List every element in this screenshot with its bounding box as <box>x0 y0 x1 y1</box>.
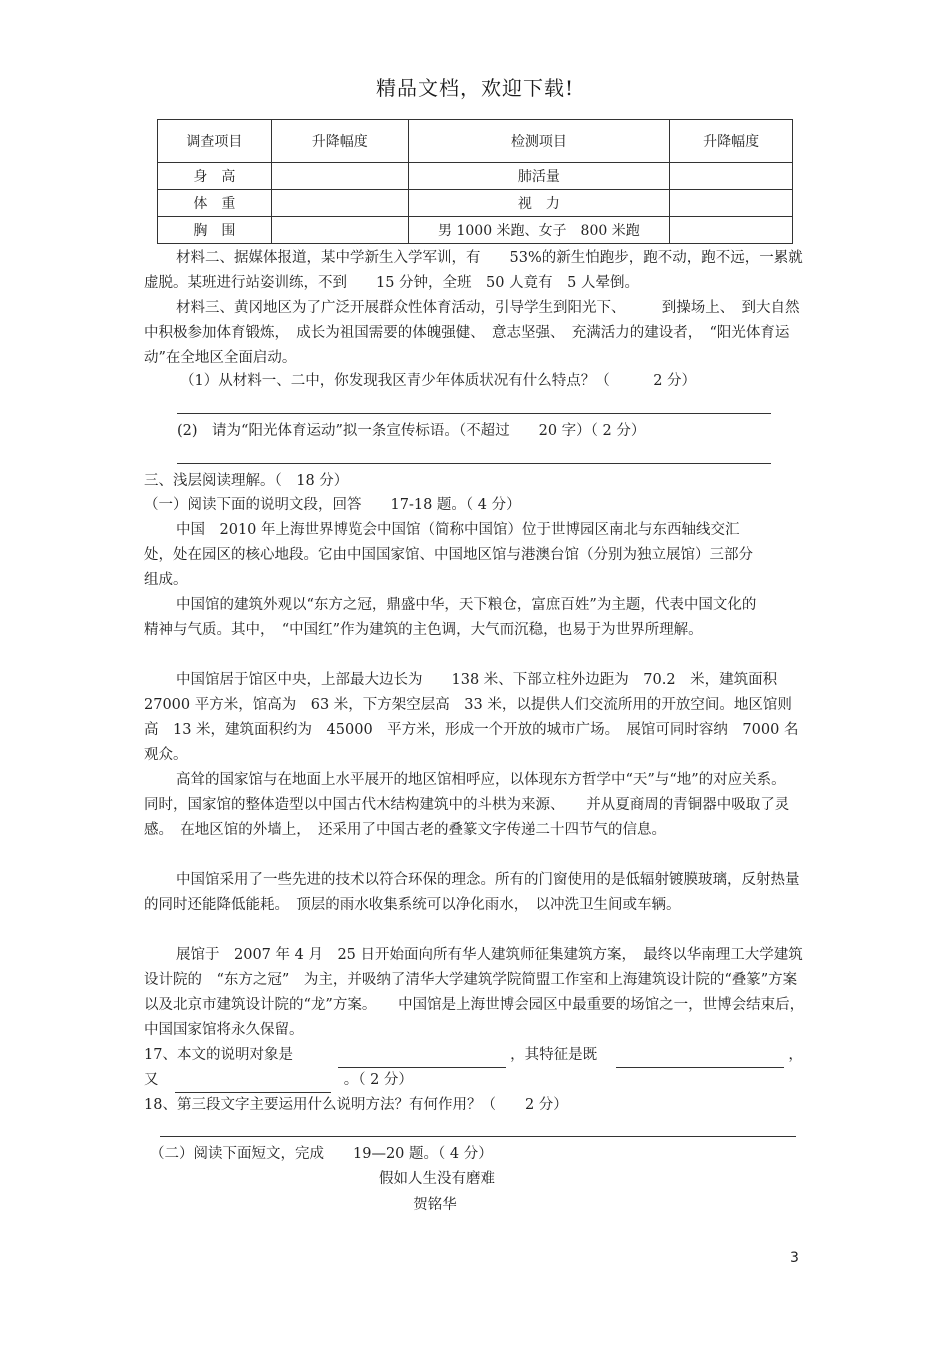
question-17-text: ， <box>788 1047 803 1063</box>
table-cell <box>670 217 793 244</box>
essay-author: 贺铭华 <box>413 1197 457 1213</box>
answer-blank[interactable] <box>616 1049 784 1068</box>
question-17-line-1 <box>144 1043 806 1068</box>
table-cell: 男 1000 米跑、女子 800 米跑 <box>408 217 670 244</box>
table-cell: 视 力 <box>408 190 670 217</box>
question-17-text: 。（ 2 分） <box>343 1072 413 1088</box>
table-row <box>158 217 793 244</box>
question-2: (2) 请为“阳光体育运动”拟一条宣传标语。（不超过 20 字）（ 2 分） <box>177 423 646 439</box>
paragraph: 高耸的国家馆与在地面上水平展开的地区馆相呼应，以体现东方哲学中“天”与“地”的对应关系。 同时，国家馆的整体造型以中国古代木结构建筑中的斗栱为来源、 并从夏商周的青铜器中吸取了灵感。 在地区馆的外墙上， 还采用了中国古老的叠篆文字传递二十四节气的信息。 <box>144 772 793 838</box>
answer-line[interactable] <box>177 413 771 414</box>
table-cell <box>271 190 408 217</box>
paragraph: 中国 2010 年上海世界博览会中国馆（简称中国馆）位于世博园区南北与东西轴线交汇处，处在园区的核心地段。它由中国国家馆、中国地区馆与港澳台馆（分别为独立展馆）三部分组成。 <box>144 522 753 588</box>
question-17-text: 又 <box>144 1072 159 1088</box>
table-header-cell: 调查项目 <box>158 120 272 163</box>
answer-blank[interactable] <box>338 1049 506 1068</box>
paragraph: 中国馆居于馆区中央，上部最大边长为 138 米、下部立柱外边距为 70.2 米，建筑面积 27000 平方米，馆高为 63 米，下方架空层高 33 米，以提供人们交流所用的开放空间。地区馆则高 13 米，建筑面积约为 45000 平方米，形成一个开放的城市广场。 展馆可同时容纳 7000 名观众。 <box>144 672 799 763</box>
table-cell <box>271 217 408 244</box>
table-cell: 肺活量 <box>408 163 670 190</box>
table-cell <box>271 163 408 190</box>
paragraph: 中国馆采用了一些先进的技术以符合环保的理念。所有的门窗使用的是低辐射镀膜玻璃，反射热量的同时还能降低能耗。 顶层的雨水收集系统可以净化雨水， 以冲洗卫生间或车辆。 <box>144 872 800 913</box>
question-17-text: ，其特征是既 <box>510 1047 598 1063</box>
table-row <box>158 163 793 190</box>
material-2: 材料二、据媒体报道，某中学新生入学军训，有 53%的新生怕跑步，跑不动，跑不远，一累就虚脱。某班进行站姿训练，不到 15 分钟，全班 50 人竟有 5 人晕倒。 <box>144 250 803 291</box>
table-cell: 体 重 <box>158 190 272 217</box>
question-17-text: 17、本文的说明对象是 <box>144 1047 293 1063</box>
material-3: 材料三、黄冈地区为了广泛开展群众性体育活动，引导学生到阳光下、 到操场上、 到大自然中积极参加体育锻炼， 成长为祖国需要的体魄强健、 意志坚强、 充满活力的建设者， “阳光体育运动”在全地区全面启动。 <box>144 300 800 366</box>
table-row <box>158 190 793 217</box>
page-header: 精品文档，欢迎下载! <box>375 76 575 100</box>
table-cell: 身 高 <box>158 163 272 190</box>
table-cell: 胸 围 <box>158 217 272 244</box>
survey-table <box>157 119 793 244</box>
paragraph: 展馆于 2007 年 4 月 25 日开始面向所有华人建筑师征集建筑方案， 最终以华南理工大学建筑设计院的 “东方之冠” 为主，并吸纳了清华大学建筑学院简盟工作室和上海建筑设计院的“叠篆”方案以及北京市建筑设计院的“龙”方案。 中国馆是上海世博会园区中最重要的场馆之一，世博会结束后，中国国家馆将永久保留。 <box>144 947 805 1038</box>
page-number: 3 <box>790 1250 799 1266</box>
subsection-1-heading: （一）阅读下面的说明文段，回答 17-18 题。（ 4 分） <box>144 497 521 513</box>
answer-line[interactable] <box>160 1136 796 1137</box>
table-cell <box>670 163 793 190</box>
answer-blank[interactable] <box>175 1074 331 1093</box>
section-3-heading: 三、浅层阅读理解。（ 18 分） <box>144 473 349 489</box>
table-header-cell: 升降幅度 <box>670 120 793 163</box>
table-header-cell: 升降幅度 <box>271 120 408 163</box>
question-1: （1）从材料一、二中，你发现我区青少年体质状况有什么特点？（ 2 分） <box>180 373 697 389</box>
table-header-cell: 检测项目 <box>408 120 670 163</box>
table-header-row <box>158 120 793 163</box>
answer-line[interactable] <box>177 463 771 464</box>
table-cell <box>670 190 793 217</box>
subsection-2-heading: （二）阅读下面短文，完成 19—20 题。（ 4 分） <box>150 1146 493 1162</box>
question-18: 18、第三段文字主要运用什么说明方法？有何作用？（ 2 分） <box>144 1097 568 1113</box>
paragraph: 中国馆的建筑外观以“东方之冠，鼎盛中华，天下粮仓，富庶百姓”为主题，代表中国文化的精神与气质。其中， “中国红”作为建筑的主色调，大气而沉稳，也易于为世界所理解。 <box>144 597 757 638</box>
question-17-line-2 <box>144 1068 806 1093</box>
essay-title: 假如人生没有磨难 <box>379 1171 495 1187</box>
